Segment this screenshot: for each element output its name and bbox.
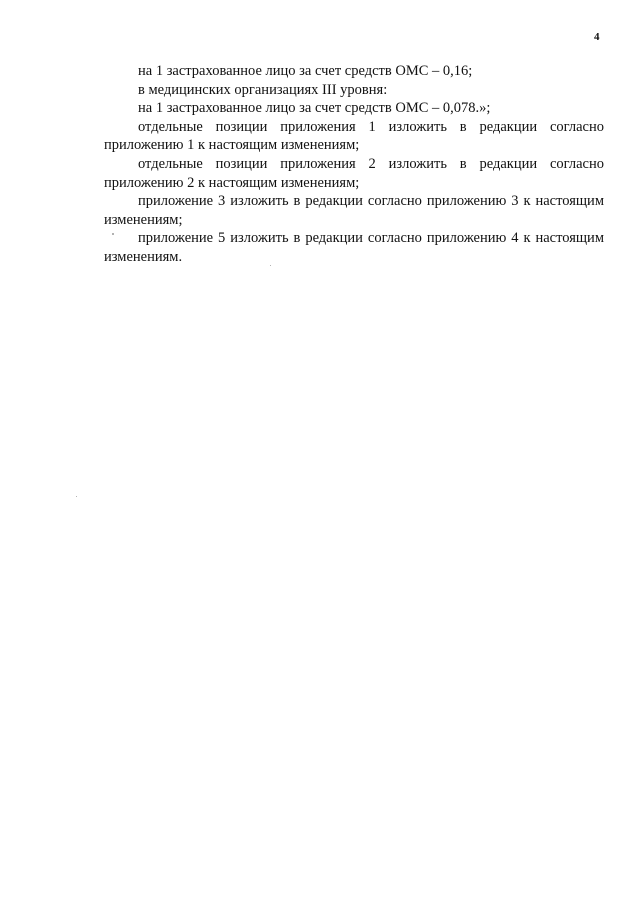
scan-speck [270,265,271,266]
paragraph-oms-rate-level-3: на 1 застрахованное лицо за счет средств ОМС – 0,078.»; [138,100,491,117]
document-body [104,62,604,267]
page-number: 4 [594,31,600,43]
paragraph-appendix-5: приложение 5 изложить в редакции согласно приложению 4 к настоящим изменениям. [104,230,604,265]
paragraph-appendix-2: отдельные позиции приложения 2 изложить в редакции согласно приложению 2 к настоящим изменениям; [104,155,604,191]
scan-speck [76,496,77,497]
paragraph-appendix-3: приложение 3 изложить в редакции согласно приложению 3 к настоящим изменениям; [104,193,604,228]
paragraph-oms-rate-level-2: на 1 застрахованное лицо за счет средств ОМС – 0,16; [138,63,473,79]
paragraph-level-3-heading: в медицинских организациях III уровня: [138,81,388,98]
paragraph-appendix-1: отдельные позиции приложения 1 изложить в редакции согласно приложению 1 к настоящим изменениям; [104,118,604,154]
scan-speck [112,233,114,235]
